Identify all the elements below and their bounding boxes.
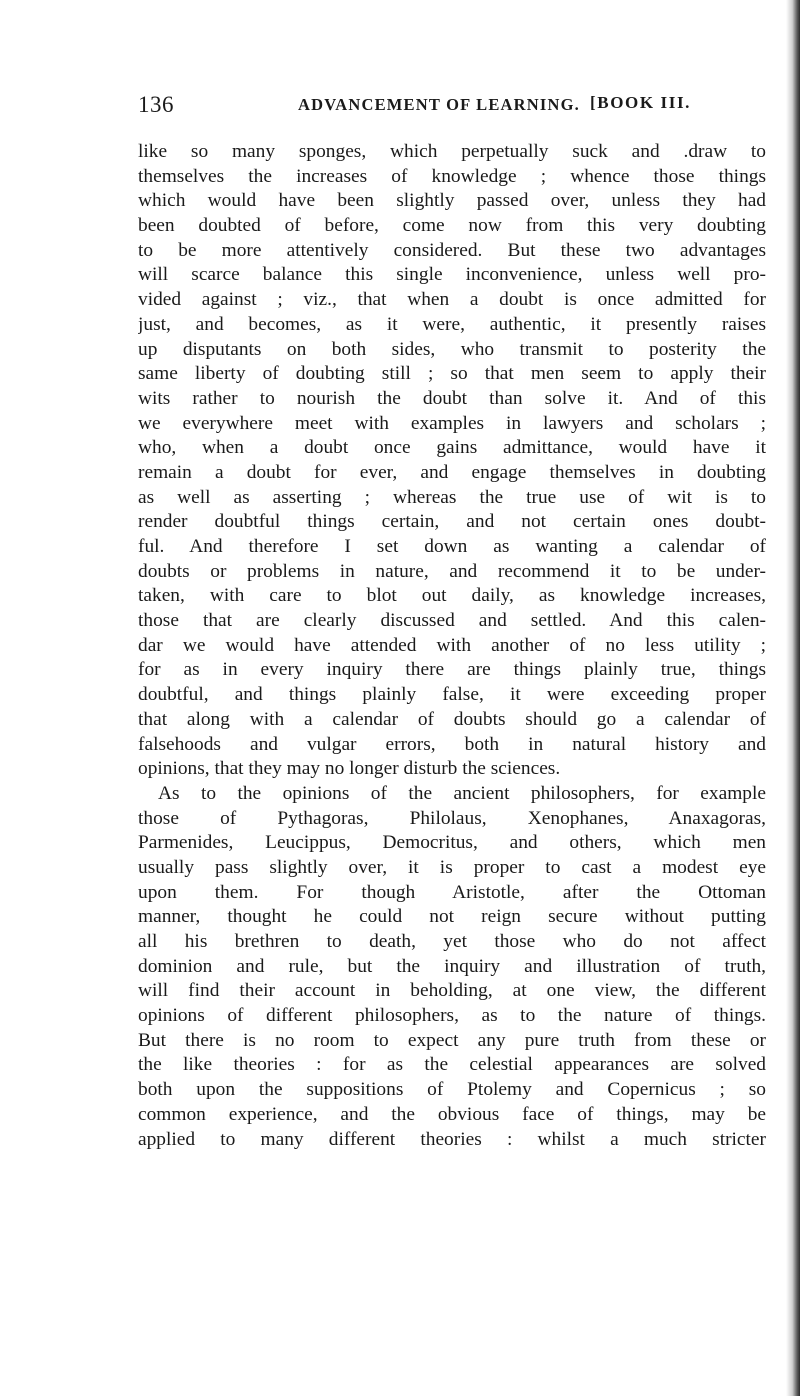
- text-line: But there is no room to expect any pure truth from these or: [138, 1029, 766, 1051]
- text-line: manner, thought he could not reign secure without putting: [138, 906, 766, 928]
- text-line: usually pass slightly over, it is proper to cast a modest eye: [138, 856, 766, 878]
- text-line: those that are clearly discussed and settled. And this calen-: [138, 610, 766, 632]
- text-line: those of Pythagoras, Philolaus, Xenophanes, Anaxagoras,: [138, 807, 766, 829]
- text-line: falsehoods and vulgar errors, both in natural history and: [138, 733, 766, 755]
- text-line: wits rather to nourish the doubt than solve it. And of this: [138, 387, 766, 409]
- text-line: doubts or problems in nature, and recommend it to be under-: [138, 560, 766, 582]
- text-line: taken, with care to blot out daily, as knowledge increases,: [138, 585, 766, 607]
- text-line: remain a doubt for ever, and engage themselves in doubting: [138, 461, 766, 483]
- text-line: common experience, and the obvious face of things, may be: [138, 1103, 766, 1125]
- text-line: render doubtful things certain, and not certain ones doubt-: [138, 511, 766, 533]
- text-line: the like theories : for as the celestial appearances are solved: [138, 1054, 766, 1076]
- text-line: to be more attentively considered. But these two advantages: [138, 239, 766, 261]
- text-line: both upon the suppositions of Ptolemy and Copernicus ; so: [138, 1079, 766, 1101]
- text-line: opinions of different philosophers, as to the nature of things.: [138, 1005, 766, 1027]
- text-line: up disputants on both sides, who transmit to posterity the: [138, 338, 766, 360]
- text-line: which would have been slightly passed over, unless they had: [138, 190, 766, 212]
- text-line: vided against ; viz., that when a doubt is once admitted for: [138, 289, 766, 311]
- text-line: as well as asserting ; whereas the true use of wit is to: [138, 486, 766, 508]
- text-line: all his brethren to death, yet those who do not affect: [138, 931, 766, 952]
- text-line: like so many sponges, which perpetually suck and .draw to: [138, 141, 766, 162]
- text-line: just, and becomes, as it were, authentic, it presently raises: [138, 313, 766, 335]
- text-line: Parmenides, Leucippus, Democritus, and others, which men: [138, 832, 766, 854]
- page-header: [138, 92, 766, 124]
- paragraph-end-line: opinions, that they may no longer disturb the sciences.: [138, 758, 561, 780]
- text-line: applied to many different theories : whilst a much stricter: [138, 1128, 766, 1150]
- text-line: dar we would have attended with another of no less utility ;: [138, 634, 766, 656]
- text-line: themselves the increases of knowledge ; whence those things: [138, 165, 766, 187]
- text-line: will scarce balance this single inconvenience, unless well pro-: [138, 264, 766, 286]
- text-line: dominion and rule, but the inquiry and illustration of truth,: [138, 955, 766, 977]
- text-line: we everywhere meet with examples in lawyers and scholars ;: [138, 412, 766, 434]
- paragraph-start-line: As to the opinions of the ancient philosophers, for example: [158, 782, 766, 804]
- text-line: same liberty of doubting still ; so that men seem to apply their: [138, 363, 766, 385]
- text-line: who, when a doubt once gains admittance, would have it: [138, 437, 766, 459]
- text-line: doubtful, and things plainly false, it were exceeding proper: [138, 684, 766, 706]
- running-title: ADVANCEMENT OF LEARNING.: [298, 95, 580, 114]
- text-line: that along with a calendar of doubts should go a calendar of: [138, 708, 766, 730]
- page-edge-shadow: [786, 0, 800, 1396]
- text-line: ful. And therefore I set down as wanting a calendar of: [138, 536, 766, 557]
- book-section-label: [BOOK III.: [590, 93, 692, 112]
- text-line: for as in every inquiry there are things plainly true, things: [138, 659, 766, 681]
- text-line: been doubted of before, come now from this very doubting: [138, 215, 766, 237]
- body-text: [138, 140, 766, 1152]
- text-line: upon them. For though Aristotle, after the Ottoman: [138, 881, 766, 903]
- page-number: 136: [138, 92, 174, 117]
- text-line: will find their account in beholding, at one view, the different: [138, 980, 766, 1002]
